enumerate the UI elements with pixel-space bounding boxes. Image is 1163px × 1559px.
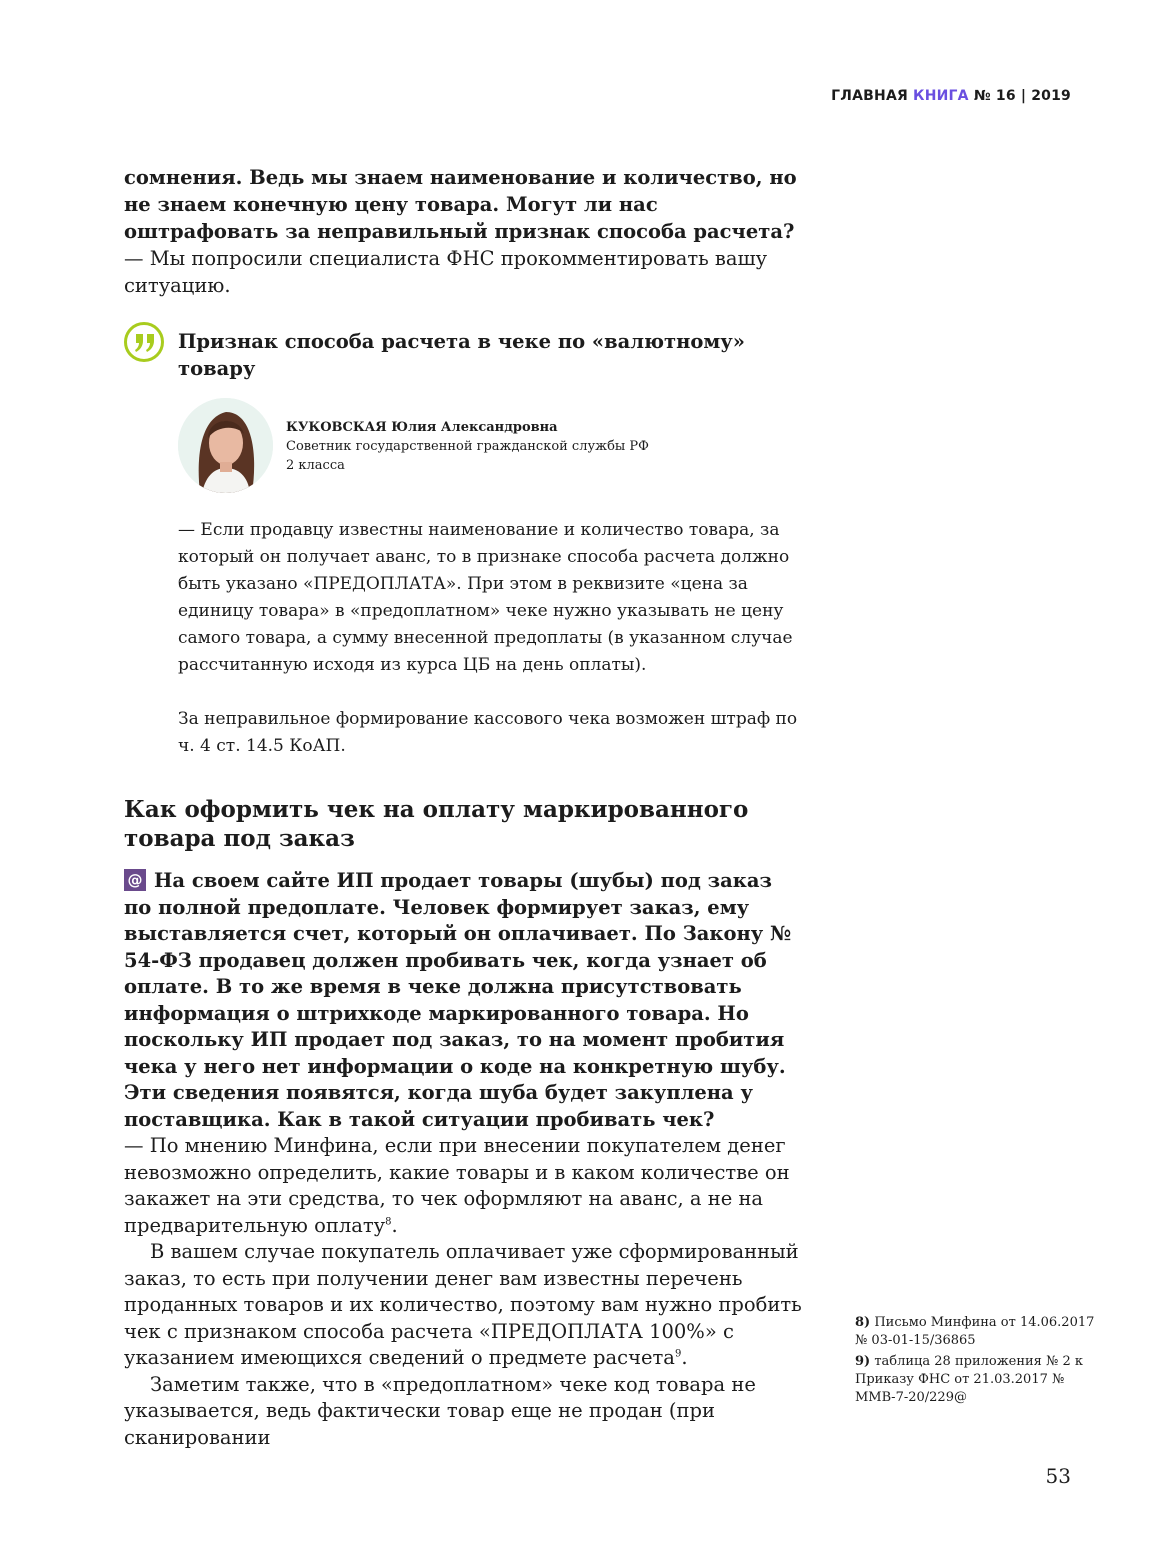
quote-title: Признак способа расчета в чеке по «валютному» товару: [178, 330, 745, 380]
masthead-kniga: КНИГА: [913, 88, 969, 104]
footnote-9: [855, 1353, 1095, 1407]
masthead-issue: № 16 | 2019: [973, 88, 1071, 104]
reader-question: [124, 868, 802, 1133]
answer-para1: [124, 1133, 802, 1239]
answer-para2: [124, 1239, 802, 1372]
footnote-9-text: таблица 28 приложения № 2 к Приказу ФНС от 21.03.2017 № ММВ-7-20/229@: [855, 1354, 1083, 1405]
quote-icon: [124, 322, 164, 362]
expert-answer-para1: — Если продавцу известны наименование и количество товара, за который он получает аванс, то в признаке способа расчета должно быть указано «ПРЕДОПЛАТА». При этом в реквизите «цена за единицу товара» в «предоплатном» чеке нужно указывать не цену самого товара, а сумму внесенной предоплаты (в указанном случае рассчитанную исходя из курса ЦБ на день оплаты).: [178, 520, 793, 675]
expert-avatar: [178, 398, 273, 493]
answer-para2-text: В вашем случае покупатель оплачивает уже сформированный заказ, то есть при получении денег вам известны перечень проданных товаров и их количество, поэтому вам нужно пробить чек с признаком способа расчета «ПРЕДОПЛАТА 100%» с указанием имеющихся сведений о предмете расчета: [124, 1240, 802, 1369]
expert-position: Советник государственной гражданской службы РФ: [286, 439, 649, 454]
section-body: [124, 868, 802, 1451]
footnote-ref-9[interactable]: 9: [674, 1348, 682, 1360]
expert-answer: [178, 517, 802, 787]
section-heading: Как оформить чек на оплату маркированного товара под заказ: [124, 796, 749, 852]
answer-para1-end: .: [391, 1213, 398, 1237]
footnote-9-num: 9): [855, 1354, 871, 1369]
expert-rank: 2 класса: [286, 458, 345, 473]
expert-answer-para2: За неправильное формирование кассового чека возможен штраф по ч. 4 ст. 14.5 КоАП.: [178, 709, 798, 756]
footnote-8-num: 8): [855, 1315, 871, 1330]
lead-question: сомнения. Ведь мы знаем наименование и количество, но не знаем конечную цену товара. Могут ли нас оштрафовать за неправильный признак способа расчета?: [124, 166, 797, 243]
footnote-ref-8[interactable]: 8: [385, 1216, 392, 1227]
masthead-glavnaya: ГЛАВНАЯ: [831, 88, 908, 104]
lead-text: [124, 164, 802, 299]
answer-para1-text: — По мнению Минфина, если при внесении покупателем денег невозможно определить, какие товары и в каком количестве он закажет на эти средства, то чек оформляют на аванс, а не на предварительную оплату: [124, 1134, 790, 1237]
footnotes: [855, 1314, 1095, 1410]
expert-name: КУКОВСКАЯ Юлия Александровна: [286, 420, 558, 435]
masthead: [831, 88, 1071, 104]
answer-para2-end: .: [681, 1346, 688, 1369]
at-badge-icon: @: [124, 869, 146, 891]
page-number: 53: [1045, 1464, 1071, 1488]
footnote-8: [855, 1314, 1095, 1350]
reader-question-text: На своем сайте ИП продает товары (шубы) под заказ по полной предоплате. Человек формирует заказ, ему выставляется счет, который он оплачивает. По Закону № 54-ФЗ продавец должен пробивать чек, когда узнает об оплате. В то же время в чеке должна присутствовать информация о штрихкоде маркированного товара. Но поскольку ИП продает под заказ, то на момент пробития чека у него нет информации о коде на конкретную шубу. Эти сведения появятся, когда шуба будет закуплена у поставщика. Как в такой ситуации пробивать чек?: [124, 869, 792, 1131]
expert-info: [286, 418, 746, 475]
answer-para3: Заметим также, что в «предоплатном» чеке код товара не указывается, ведь фактически товар еще не продан (при сканировании: [124, 1372, 756, 1449]
footnote-8-text: Письмо Минфина от 14.06.2017 № 03-01-15/36865: [855, 1315, 1095, 1348]
lead-answer-intro: — Мы попросили специалиста ФНС прокомментировать вашу ситуацию.: [124, 247, 768, 297]
